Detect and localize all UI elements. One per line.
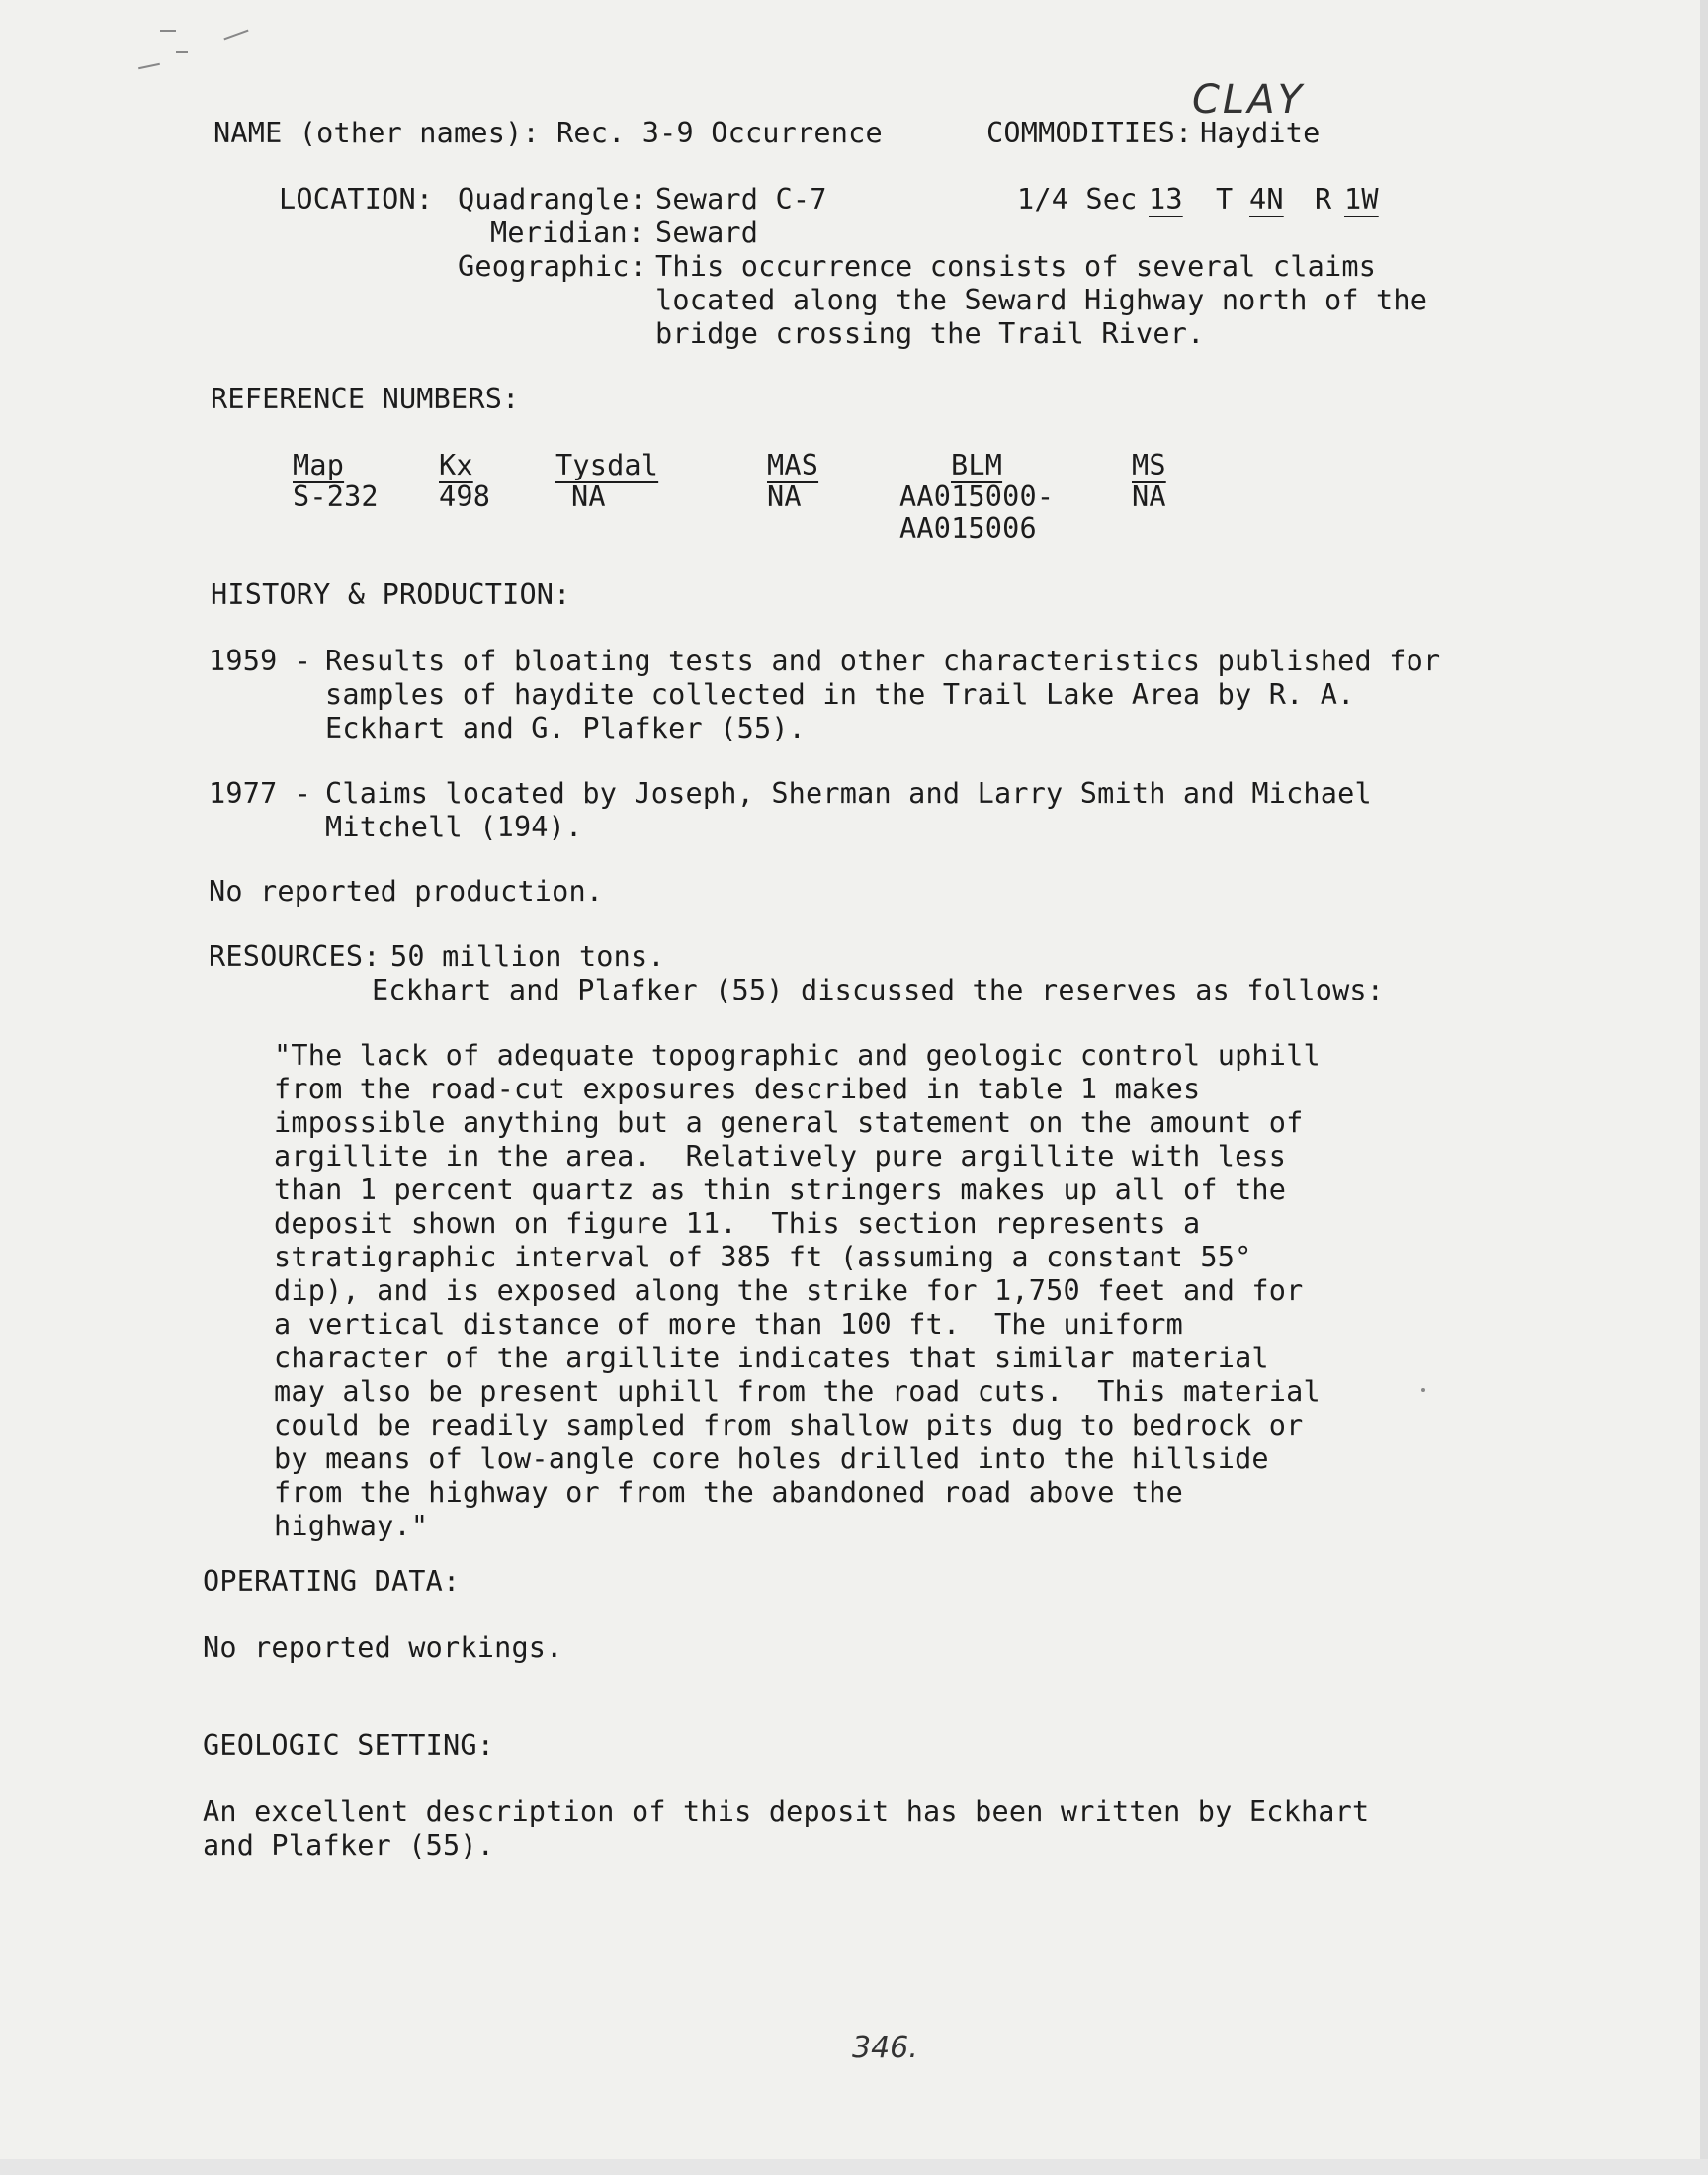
- geologic-setting-line: and Plafker (55).: [203, 1829, 495, 1862]
- resources-value: 50 million tons.: [390, 940, 665, 973]
- history-entry-line: Claims located by Joseph, Sherman and Larry Smith and Michael: [325, 777, 1372, 810]
- history-entry-line: Eckhart and G. Plafker (55).: [325, 712, 807, 744]
- scan-edge-right: [1700, 0, 1708, 2175]
- ref-col-value-tysdal: NA: [571, 480, 606, 513]
- history-year: 1977 -: [209, 777, 312, 810]
- ref-col-value-kx: 498: [439, 480, 491, 513]
- ref-col-header-tysdal: Tysdal: [555, 449, 659, 481]
- quarter-section-label: 1/4 Sec: [1017, 183, 1138, 216]
- geologic-setting-line: An excellent description of this deposit has been written by Eckhart: [203, 1795, 1370, 1828]
- scan-mark: [223, 30, 248, 41]
- section-number: 13: [1149, 183, 1183, 216]
- history-year: 1959 -: [209, 645, 312, 677]
- handwritten-clay-annotation: CLAY: [1192, 77, 1306, 123]
- history-entry-line: Results of bloating tests and other characteristics published for: [325, 645, 1441, 677]
- scan-mark: [138, 63, 160, 70]
- quote-line: could be readily sampled from shallow pits dug to bedrock or: [274, 1409, 1304, 1441]
- quadrangle-value: Seward C-7: [655, 183, 827, 216]
- ref-col-value-ms: NA: [1132, 480, 1166, 513]
- geographic-line: This occurrence consists of several claims: [655, 250, 1377, 283]
- resources-label: RESOURCES:: [209, 940, 381, 973]
- quote-line: highway.": [274, 1510, 429, 1542]
- quote-line: deposit shown on figure 11. This section represents a: [274, 1207, 1201, 1240]
- ref-col-header-blm: BLM: [951, 449, 1003, 481]
- ref-col-value-blm: AA015006: [899, 512, 1037, 545]
- ref-col-header-mas: MAS: [767, 449, 819, 481]
- meridian-value: Seward: [655, 217, 759, 249]
- ref-col-value-blm: AA015000-: [899, 480, 1055, 513]
- scan-dot: [1421, 1388, 1425, 1392]
- quote-line: than 1 percent quartz as thin stringers makes up all of the: [274, 1174, 1287, 1206]
- quote-line: a vertical distance of more than 100 ft. The uniform: [274, 1308, 1183, 1341]
- geographic-line: located along the Seward Highway north of the: [655, 284, 1428, 316]
- range-value: 1W: [1344, 183, 1379, 216]
- township-label: T: [1216, 183, 1234, 216]
- reference-numbers-heading: REFERENCE NUMBERS:: [211, 383, 520, 415]
- operating-data-text: No reported workings.: [203, 1631, 563, 1664]
- quote-line: from the road-cut exposures described in table 1 makes: [274, 1073, 1201, 1105]
- name-value: Rec. 3-9 Occurrence: [556, 117, 883, 149]
- geologic-setting-heading: GEOLOGIC SETTING:: [203, 1729, 495, 1762]
- geographic-line: bridge crossing the Trail River.: [655, 317, 1205, 350]
- name-label: NAME (other names):: [214, 117, 540, 149]
- commodities-label: COMMODITIES:: [986, 117, 1193, 149]
- history-entry-line: Mitchell (194).: [325, 811, 583, 843]
- quote-line: "The lack of adequate topographic and geologic control uphill: [274, 1039, 1321, 1072]
- range-label: R: [1315, 183, 1332, 216]
- ref-col-value-map: S-232: [293, 480, 379, 513]
- quote-line: impossible anything but a general statement on the amount of: [274, 1106, 1304, 1139]
- scan-mark: [176, 51, 188, 53]
- location-label: LOCATION:: [279, 183, 434, 216]
- history-heading: HISTORY & PRODUCTION:: [211, 578, 571, 611]
- quote-line: dip), and is exposed along the strike for 1,750 feet and for: [274, 1274, 1304, 1307]
- commodities-value: Haydite: [1200, 117, 1321, 149]
- history-entry-line: samples of haydite collected in the Trail Lake Area by R. A.: [325, 678, 1355, 711]
- quote-line: argillite in the area. Relatively pure argillite with less: [274, 1140, 1287, 1173]
- township-value: 4N: [1249, 183, 1284, 216]
- ref-col-header-kx: Kx: [439, 449, 473, 481]
- quote-line: character of the argillite indicates that similar material: [274, 1342, 1269, 1374]
- quote-line: may also be present uphill from the road cuts. This material: [274, 1375, 1321, 1408]
- ref-col-header-ms: MS: [1132, 449, 1166, 481]
- production-statement: No reported production.: [209, 875, 604, 908]
- resources-intro: Eckhart and Plafker (55) discussed the reserves as follows:: [372, 974, 1385, 1006]
- ref-col-header-map: Map: [293, 449, 345, 481]
- quote-line: stratigraphic interval of 385 ft (assuming a constant 55°: [274, 1241, 1252, 1273]
- ref-col-value-mas: NA: [767, 480, 802, 513]
- meridian-label: Meridian:: [490, 217, 645, 249]
- geographic-label: Geographic:: [458, 250, 646, 283]
- scan-edge-bottom: [0, 2159, 1708, 2175]
- quote-line: by means of low-angle core holes drilled into the hillside: [274, 1442, 1269, 1475]
- scan-mark: [160, 30, 176, 32]
- page-number: 346.: [852, 2031, 918, 2065]
- operating-data-heading: OPERATING DATA:: [203, 1565, 461, 1598]
- quadrangle-label: Quadrangle:: [458, 183, 646, 216]
- quote-line: from the highway or from the abandoned road above the: [274, 1476, 1183, 1509]
